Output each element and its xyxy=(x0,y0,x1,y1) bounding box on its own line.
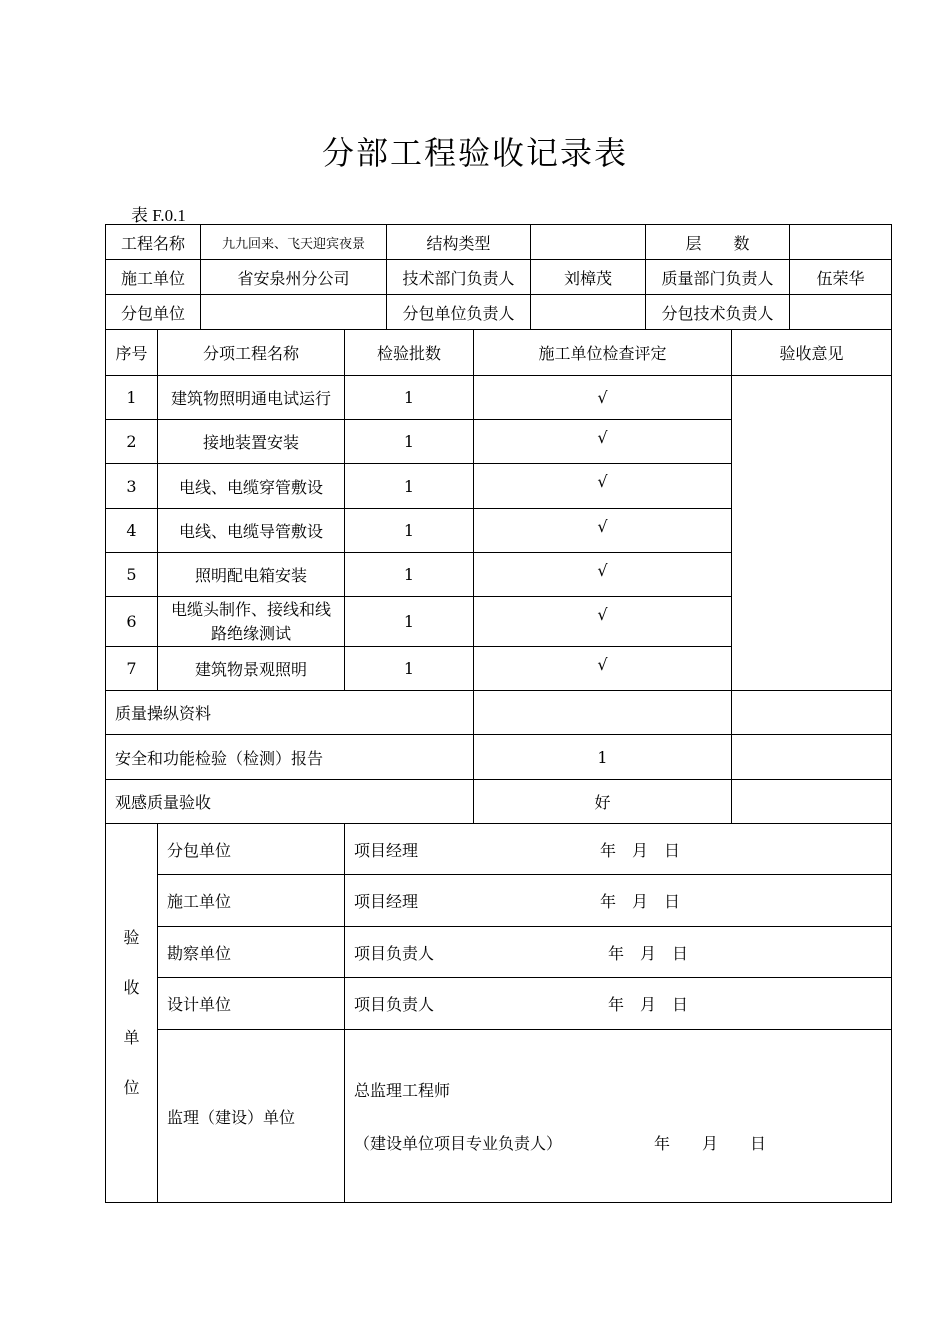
item-check: √ xyxy=(474,420,732,464)
acceptance-unit: 勘察单位 xyxy=(158,927,345,978)
supervision-unit: 监理（建设）单位 xyxy=(158,1030,345,1203)
quality-head-label: 质量部门负责人 xyxy=(646,260,790,295)
summary-opinion xyxy=(732,780,892,824)
sub-head-value xyxy=(531,295,646,330)
item-no: 5 xyxy=(106,553,158,597)
item-no: 1 xyxy=(106,376,158,420)
supervision-row xyxy=(106,1030,892,1203)
acceptance-person: 项目负责人 xyxy=(354,943,435,963)
col-name-header: 分项工程名称 xyxy=(158,330,345,376)
quality-head-value: 伍荣华 xyxy=(790,260,892,295)
tech-head-value: 刘樟茂 xyxy=(531,260,646,295)
summary-value: 1 xyxy=(474,735,732,780)
item-check: √ xyxy=(474,509,732,553)
inspection-table xyxy=(105,329,892,1203)
col-batches-header: 检验批数 xyxy=(345,330,474,376)
item-batches: 1 xyxy=(345,597,474,647)
contractor-value: 省安泉州分公司 xyxy=(201,260,387,295)
item-name: 电线、电缆导管敷设 xyxy=(158,509,345,553)
item-check: √ xyxy=(474,647,732,691)
summary-label: 质量操纵资料 xyxy=(106,691,474,735)
acceptance-person: 项目经理 xyxy=(354,840,419,860)
item-name: 电缆头制作、接线和线路绝缘测试 xyxy=(158,597,345,647)
item-name: 照明配电箱安装 xyxy=(158,553,345,597)
supervision-sign-cell xyxy=(345,1030,892,1203)
item-no: 3 xyxy=(106,464,158,509)
form-number: 表 F.0.1 xyxy=(131,206,186,225)
item-no: 2 xyxy=(106,420,158,464)
acceptance-sign-cell xyxy=(345,824,892,875)
col-no-header: 序号 xyxy=(106,330,158,376)
col-self-check-header: 施工单位检查评定 xyxy=(474,330,732,376)
summary-label: 安全和功能检验（检测）报告 xyxy=(106,735,474,780)
summary-value: 好 xyxy=(474,780,732,824)
acceptance-unit: 施工单位 xyxy=(158,875,345,927)
acceptance-sign-cell xyxy=(345,927,892,978)
opinion-cell xyxy=(732,376,892,691)
col-opinion-header: 验收意见 xyxy=(732,330,892,376)
item-no: 7 xyxy=(106,647,158,691)
item-no: 4 xyxy=(106,509,158,553)
item-name: 建筑物景观照明 xyxy=(158,647,345,691)
summary-row xyxy=(106,780,892,824)
item-batches: 1 xyxy=(345,464,474,509)
subcontractor-label: 分包单位 xyxy=(106,295,201,330)
summary-row xyxy=(106,691,892,735)
item-no: 6 xyxy=(106,597,158,647)
item-check: √ xyxy=(474,553,732,597)
item-check: √ xyxy=(474,597,732,647)
acceptance-row xyxy=(106,978,892,1030)
tech-head-label: 技术部门负责人 xyxy=(387,260,531,295)
acceptance-unit: 设计单位 xyxy=(158,978,345,1030)
project-name-label: 工程名称 xyxy=(106,225,201,260)
acceptance-row xyxy=(106,875,892,927)
floors-label: 层 数 xyxy=(646,225,790,260)
sub-tech-head-label: 分包技术负责人 xyxy=(646,295,790,330)
summary-row xyxy=(106,735,892,780)
sub-head-label: 分包单位负责人 xyxy=(387,295,531,330)
table-row xyxy=(106,376,892,420)
supervision-chief-engineer: 总监理工程师 xyxy=(354,1081,451,1100)
contractor-label: 施工单位 xyxy=(106,260,201,295)
summary-value xyxy=(474,691,732,735)
acceptance-date: 年 月 日 xyxy=(608,995,689,1014)
item-batches: 1 xyxy=(345,376,474,420)
item-batches: 1 xyxy=(345,647,474,691)
structure-type-label: 结构类型 xyxy=(387,225,531,260)
sub-tech-head-value xyxy=(790,295,892,330)
page-title: 分部工程验收记录表 xyxy=(321,134,628,172)
floors-value xyxy=(790,225,892,260)
acceptance-date: 年 月 日 xyxy=(608,943,689,963)
summary-opinion xyxy=(732,691,892,735)
structure-type-value xyxy=(531,225,646,260)
item-name: 接地装置安装 xyxy=(158,420,345,464)
summary-opinion xyxy=(732,735,892,780)
acceptance-side-label: 验 收 单 位 xyxy=(106,824,158,1203)
item-name: 建筑物照明通电试运行 xyxy=(158,376,345,420)
summary-label: 观感质量验收 xyxy=(106,780,474,824)
subcontractor-value xyxy=(201,295,387,330)
supervision-date: 年 月 日 xyxy=(654,1134,767,1153)
acceptance-person: 项目经理 xyxy=(354,892,419,911)
acceptance-date: 年 月 日 xyxy=(600,892,681,911)
acceptance-row xyxy=(106,927,892,978)
acceptance-row xyxy=(106,824,892,875)
project-info-table xyxy=(105,224,892,330)
supervision-owner-rep: （建设单位项目专业负责人） xyxy=(354,1134,563,1153)
supervision-owner-line xyxy=(354,1131,887,1154)
acceptance-unit: 分包单位 xyxy=(158,824,345,875)
item-batches: 1 xyxy=(345,420,474,464)
acceptance-sign-cell xyxy=(345,875,892,927)
item-check: √ xyxy=(474,464,732,509)
acceptance-date: 年 月 日 xyxy=(600,840,681,860)
item-name: 电线、电缆穿管敷设 xyxy=(158,464,345,509)
acceptance-sign-cell xyxy=(345,978,892,1030)
project-name-value: 九九回来、飞天迎宾夜景 xyxy=(201,225,387,260)
item-batches: 1 xyxy=(345,553,474,597)
item-batches: 1 xyxy=(345,509,474,553)
item-check: √ xyxy=(474,376,732,420)
acceptance-person: 项目负责人 xyxy=(354,995,435,1014)
